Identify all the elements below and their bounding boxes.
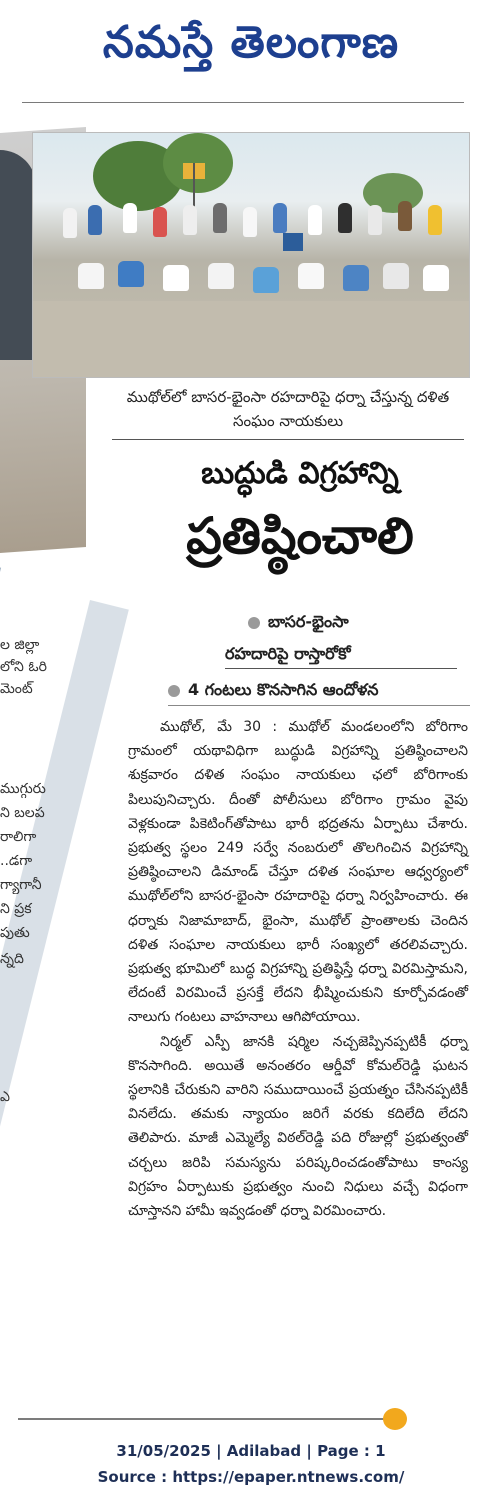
headline-line-2: ప్రతిష్ఠించాలి [186, 507, 414, 565]
adjacent-text-fragment: ముగ్గురు [0, 781, 46, 797]
adjacent-text-fragment: రాలిగా [0, 829, 37, 845]
end-marker-dot [383, 1408, 407, 1430]
subheading-bullet [168, 678, 379, 702]
article-paragraph: నిర్మల్ ఎస్పీ జానకి షర్మిల నచ్చజెప్పినప్పటికీ ధర్నా కొనసాగింది. అయితే అనంతరం ఆర్డీవో కోమల్‌రెడ్డి ఘటన స్థలానికి చేరుకుని వారిని సముదాయించే ప్రయత్నం చేసినప్పటికీ వినలేదు. తమకు న్యాయం జరిగే వరకు కదిలేది లేదని తెలిపారు. మాజీ ఎమ్మెల్యే విఠల్‌రెడ్డి పది రోజుల్లో ప్రభుత్వంతో చర్చలు జరిపి సమస్యను పరిష్కరించడంతోపాటు కాంస్య విగ్రహం ఏర్పాటుకు ప్రభుత్వం నుంచి నిధులు వచ్చే విధంగా చూస్తానని హామీ ఇవ్వడంతో ధర్నా విరమించారు. [128, 1033, 468, 1220]
adjacent-text-fragment: గ్యాగానీ [0, 877, 42, 893]
subheading-bullet [248, 610, 349, 634]
decorative-band [0, 600, 129, 1464]
adjacent-text-fragment: మెంట్ [0, 681, 33, 697]
adjacent-text-fragment: ఎ [0, 1089, 10, 1105]
subheading-text: 4 గంటలు కొనసాగిన ఆందోళన [188, 680, 379, 699]
footer-date-edition: 31/05/2025 | Adilabad | Page : 1 [116, 1442, 386, 1460]
subheading-divider [225, 668, 457, 669]
adjacent-text-fragment: న్నది [0, 951, 24, 967]
photo-caption: ముథోల్‌లో బాసర-భైంసా రహదారిపై ధర్నా చేస్తున్న దళిత సంఘం నాయకులు [126, 388, 450, 430]
article-paragraph: ముథోల్, మే 30 : ముథోల్ మండలంలోని బోరిగాం గ్రామంలో యథావిధిగా బుద్ధుడి విగ్రహాన్ని ప్రతిష్ఠించాలని శుక్రవారం దళిత సంఘం నాయకులు ఛలో బోరిగాంకు పిలుపునిచ్చారు. దీంతో పోలీసులు బోరిగాం గ్రామం వైపు వెళ్లకుండా పికెటింగ్‌తోపాటు భారీ భద్రతను ఏర్పాటు చేశారు. ప్రభుత్వ స్థలం 249 సర్వే నంబరులో తొలగించిన విగ్రహాన్ని ప్రతిష్ఠించాలని డిమాండ్ చేస్తూ దళిత సంఘాల ఆధ్వర్యంలో ముథోల్‌లోని బాసర-భైంసా రహదారిపై ధర్నా నిర్వహించారు. ఈ ధర్నాకు నిజామాబాద్, భైంసా, ముథోల్ ప్రాంతాలకు చెందిన దళిత సంఘాల నాయకులు భారీ సంఖ్యలో తరలివచ్చారు. ప్రభుత్వ భూమిలో బుద్ధ విగ్రహాన్ని ప్రతిష్ఠిస్తే ధర్నా విరమిస్తామని, లేదంటే విరమించే ప్రసక్తే లేదని భీష్మించుకుని కూర్చోవడంతో నాలుగు గంటలు వాహనాలు ఆగిపోయాయి. [128, 719, 468, 1026]
subheading-divider [168, 705, 470, 706]
subheading-text: రహదారిపై రాస్తారోకో [225, 644, 351, 663]
adjacent-text-fragment: డగా.. [0, 853, 33, 869]
adjacent-photo-dark-fragment [0, 150, 36, 360]
news-photo [32, 132, 470, 378]
adjacent-text-fragment: లోని ఓరి [0, 659, 47, 675]
subheading-text: బాసర-భైంసా [268, 612, 349, 631]
article-body [128, 715, 468, 1223]
caption-divider [112, 439, 464, 440]
subheading-continuation [225, 642, 351, 666]
bullet-dot-icon [248, 617, 260, 629]
adjacent-text-fragment: పుతు [0, 925, 30, 941]
masthead-divider [22, 102, 464, 103]
adjacent-text-fragment: ని ప్రక [0, 901, 32, 917]
headline-line-1: బుద్ధుడి విగ్రహాన్ని [201, 456, 399, 491]
adjacent-text-fragment: ల జిల్లా [0, 637, 40, 653]
footer-source-link[interactable]: Source : https://epaper.ntnews.com/ [97, 1468, 405, 1486]
bullet-dot-icon [168, 685, 180, 697]
bottom-divider [18, 1418, 388, 1420]
adjacent-text-fragment: ని బలప [0, 805, 45, 821]
masthead-title: నమస్తే తెలంగాణ [102, 17, 400, 68]
